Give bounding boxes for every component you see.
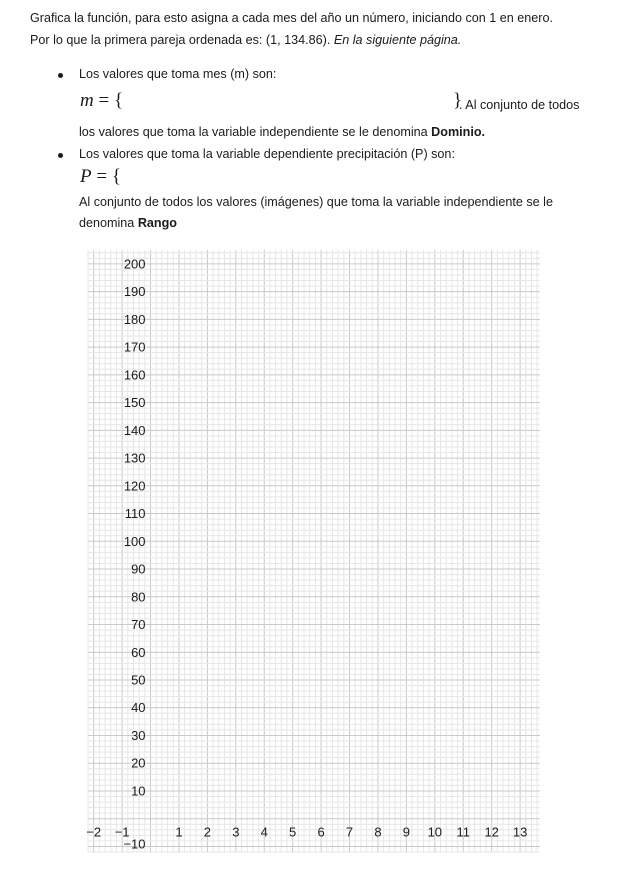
y-tick-label-negative: −10 <box>123 836 146 852</box>
domain-equals: = <box>93 90 114 111</box>
y-tick-label: 10 <box>131 783 146 799</box>
y-tick-label: 130 <box>123 450 146 466</box>
domain-open-brace: { <box>113 90 124 111</box>
y-tick-label: 200 <box>123 256 146 272</box>
x-tick-label: 1 <box>175 824 183 840</box>
x-tick-label: 4 <box>260 824 268 840</box>
y-tick-label: 140 <box>123 422 146 438</box>
y-tick-label: 190 <box>123 284 146 300</box>
y-tick-label: 40 <box>131 700 146 716</box>
y-tick-label: 90 <box>131 561 146 577</box>
y-tick-label: 150 <box>123 395 146 411</box>
x-tick-label: 13 <box>512 824 528 840</box>
instruction-line-1: Grafica la función, para esto asigna a cada mes del año un número, iniciando con 1 en enero. <box>30 11 553 25</box>
domain-variable: m <box>80 90 94 111</box>
x-tick-label: 8 <box>374 824 382 840</box>
domain-after-brace-text: . Al conjunto de todos <box>459 98 580 112</box>
x-tick-label: 7 <box>345 824 354 840</box>
bullet-1-text: Los valores que toma mes (m) son: <box>79 67 277 81</box>
x-tick-label: 11 <box>456 824 470 840</box>
y-tick-label: 110 <box>124 506 146 522</box>
x-tick-label: −1 <box>114 824 130 840</box>
x-tick-label: 3 <box>232 824 240 840</box>
domain-close-brace: } <box>453 90 463 111</box>
range-definition-line-1: Al conjunto de todos los valores (imágenes) que toma la variable independiente se le <box>79 195 553 209</box>
x-tick-label: 12 <box>484 824 499 840</box>
y-tick-label: 80 <box>131 589 146 605</box>
y-tick-label: 160 <box>123 367 146 383</box>
y-tick-label: 50 <box>131 672 146 688</box>
x-tick-label: 9 <box>402 824 411 840</box>
x-tick-label: −2 <box>86 824 102 840</box>
domain-definition-text: los valores que toma la variable independiente se le denomina <box>79 125 432 139</box>
y-tick-label: 60 <box>131 644 146 660</box>
y-tick-label: 70 <box>131 617 146 633</box>
y-tick-label: 20 <box>131 755 146 771</box>
y-tick-label: 120 <box>123 478 146 494</box>
bullet-2-text: Los valores que toma la variable dependiente precipitación (P) son: <box>79 147 455 161</box>
y-tick-label: 180 <box>123 311 146 327</box>
x-tick-label: 10 <box>427 824 443 840</box>
range-variable: P <box>80 166 92 187</box>
x-tick-label: 6 <box>317 824 325 840</box>
domain-term: Dominio. <box>431 125 486 139</box>
y-tick-label: 170 <box>123 339 146 355</box>
range-open-brace: { <box>111 166 121 187</box>
instruction-line-2-text: Por lo que la primera pareja ordenada es: (1, 134.86). <box>30 33 334 47</box>
range-definition-text: denomina <box>79 216 138 230</box>
next-page-note: En la siguiente página. <box>333 33 462 47</box>
range-term: Rango <box>137 216 177 230</box>
x-tick-label: 5 <box>289 824 297 840</box>
y-tick-label: 30 <box>131 727 146 743</box>
y-tick-label: 100 <box>123 533 146 549</box>
x-tick-label: 2 <box>203 824 212 840</box>
range-equals: = <box>91 166 112 187</box>
